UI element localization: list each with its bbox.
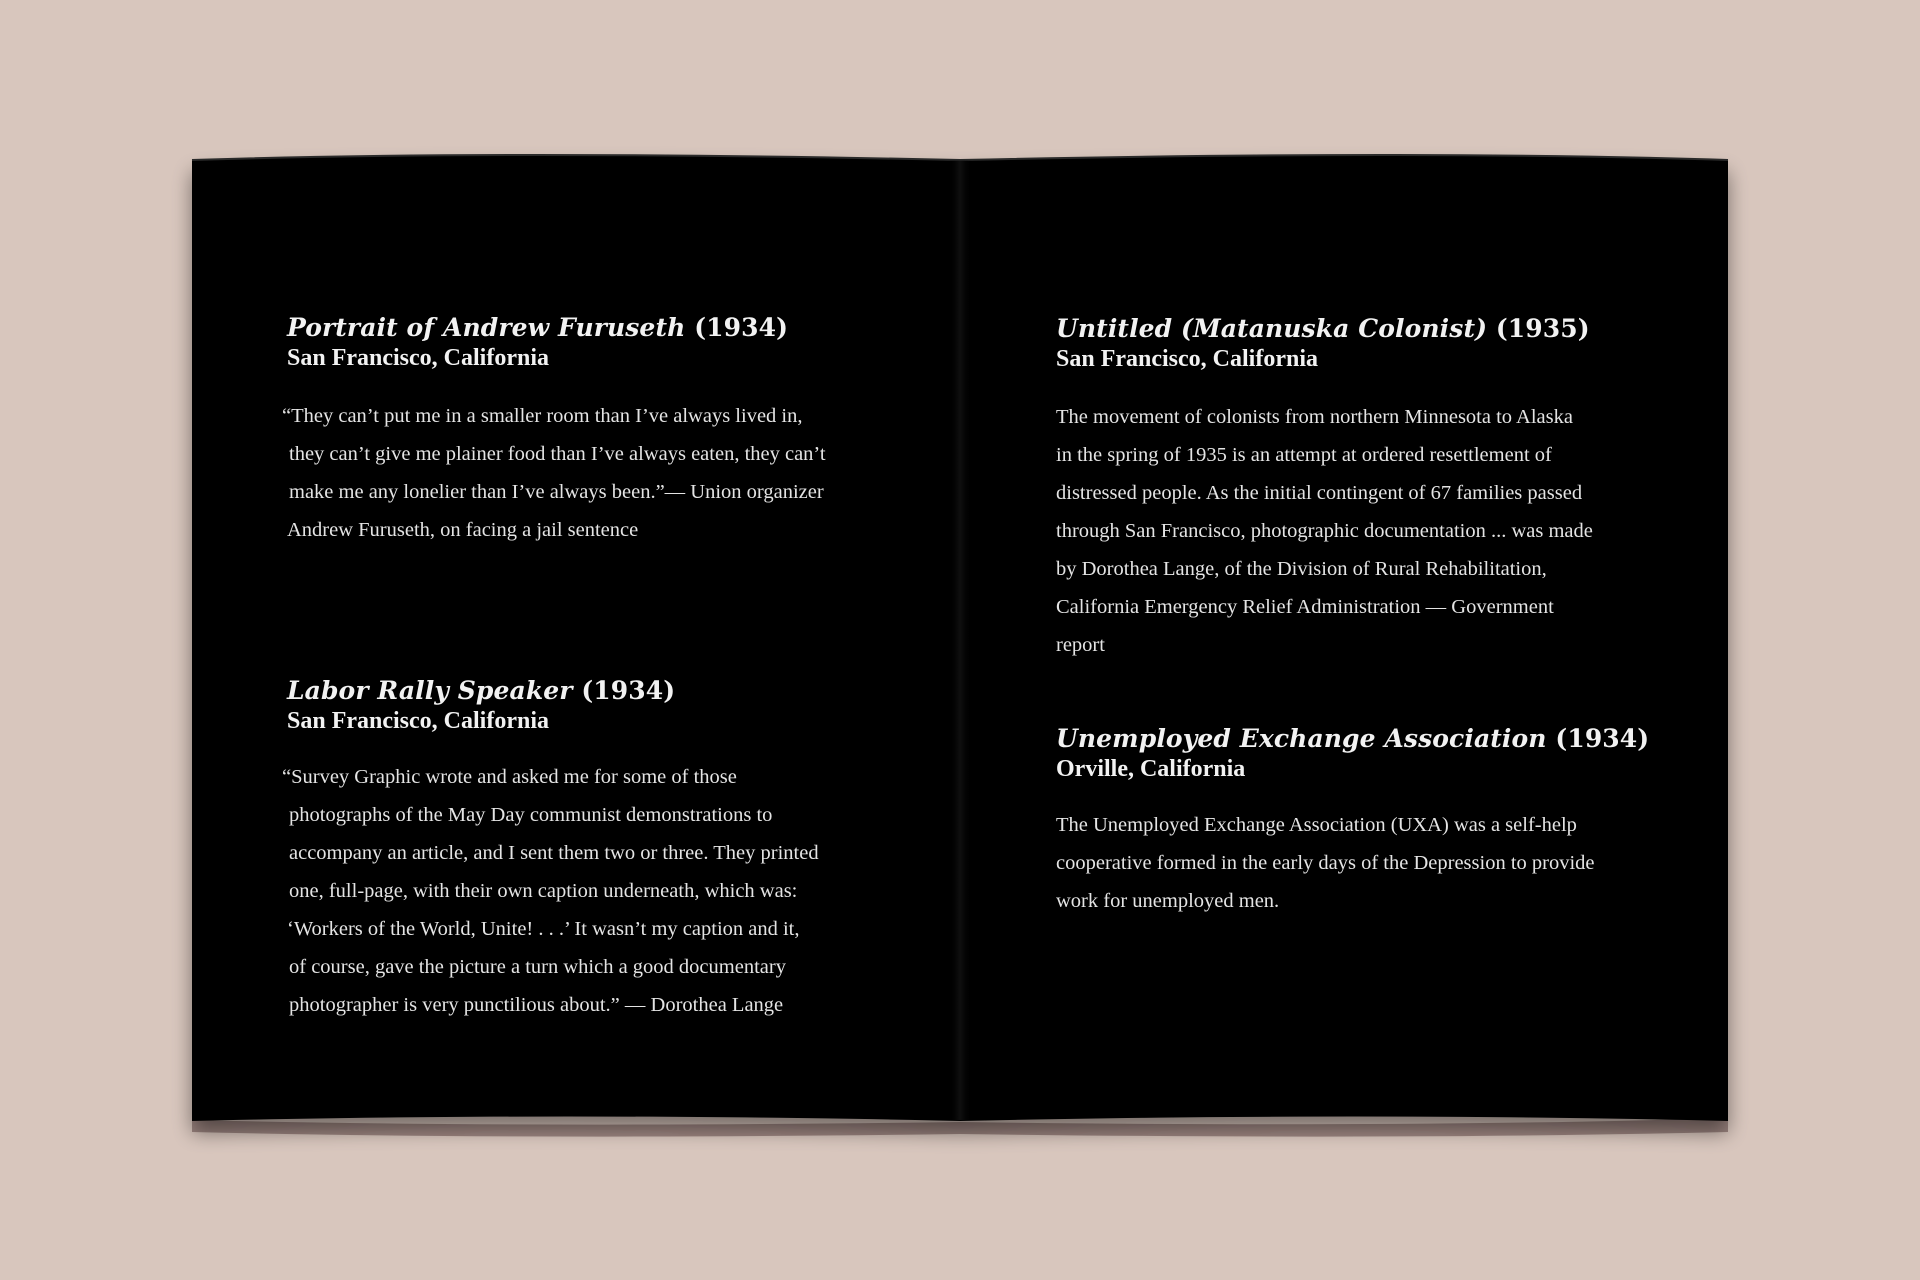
entry-title	[1056, 724, 1649, 754]
caption-line: by Dorothea Lange, of the Division of Rural Rehabilitation,	[1056, 558, 1547, 580]
caption-line: through San Francisco, photographic documentation ... was made	[1056, 520, 1593, 542]
artwork-location: Orville, California	[1056, 756, 1246, 782]
artwork-title: Portrait of Andrew Furuseth	[287, 313, 686, 342]
caption-line: photographs of the May Day communist demonstrations to	[289, 804, 773, 826]
entry-untitled-matanuska-colonist	[1056, 314, 1593, 664]
artwork-year: (1934)	[694, 313, 789, 342]
entry-unemployed-exchange-association	[1056, 724, 1649, 920]
artwork-year: (1934)	[1555, 724, 1650, 753]
caption-line: California Emergency Relief Administration — Government	[1056, 596, 1554, 618]
entry-caption	[282, 758, 819, 1024]
caption-line: they can’t give me plainer food than I’ve always eaten, they can’t	[289, 443, 826, 465]
artwork-year: (1935)	[1495, 314, 1590, 343]
caption-line: in the spring of 1935 is an attempt at ordered resettlement of	[1056, 444, 1552, 466]
caption-line: Andrew Furuseth, on facing a jail sentence	[287, 519, 639, 541]
artwork-location: San Francisco, California	[1056, 346, 1318, 372]
caption-line: report	[1056, 634, 1105, 656]
entry-caption	[1056, 806, 1649, 920]
entry-title	[1056, 314, 1593, 344]
caption-line: accompany an article, and I sent them two or three. They printed	[289, 842, 819, 864]
artwork-year: (1934)	[581, 676, 676, 705]
caption-line: The Unemployed Exchange Association (UXA) was a self-help	[1056, 814, 1577, 836]
artwork-title: Unemployed Exchange Association	[1056, 724, 1547, 753]
caption-line: of course, gave the picture a turn which a good documentary	[289, 956, 786, 978]
entry-title	[287, 676, 819, 706]
caption-line: photographer is very punctilious about.” — Dorothea Lange	[289, 994, 784, 1016]
caption-line: cooperative formed in the early days of the Depression to provide	[1056, 852, 1595, 874]
artwork-title: Untitled (Matanuska Colonist)	[1056, 314, 1488, 343]
caption-line: “They can’t put me in a smaller room than I’ve always lived in,	[282, 405, 803, 427]
artwork-location: San Francisco, California	[287, 708, 549, 734]
caption-line: ‘Workers of the World, Unite! . . .’ It wasn’t my caption and it,	[287, 918, 800, 940]
caption-line: The movement of colonists from northern Minnesota to Alaska	[1056, 406, 1573, 428]
right-page-content	[960, 0, 1920, 1280]
caption-line: make me any lonelier than I’ve always been.”— Union organizer	[289, 481, 824, 503]
entry-title	[287, 313, 826, 343]
entry-caption	[1056, 398, 1593, 664]
entry-labor-rally-speaker	[282, 676, 819, 1024]
artwork-title: Labor Rally Speaker	[287, 676, 573, 705]
caption-line: distressed people. As the initial contingent of 67 families passed	[1056, 482, 1583, 504]
artwork-location: San Francisco, California	[287, 345, 549, 371]
entry-portrait-of-andrew-furuseth	[282, 313, 826, 549]
caption-line: work for unemployed men.	[1056, 890, 1280, 912]
caption-line: one, full-page, with their own caption underneath, which was:	[289, 880, 798, 902]
caption-line: “Survey Graphic wrote and asked me for some of those	[282, 766, 737, 788]
entry-caption	[282, 397, 826, 549]
